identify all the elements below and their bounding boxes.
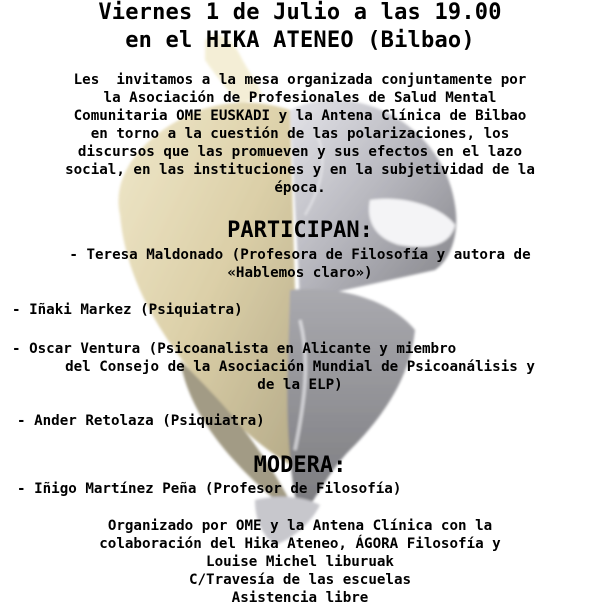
participant-line: - Oscar Ventura (Psicoanalista en Alicante y miembro [12, 341, 457, 357]
participant-line: «Hablemos claro») [227, 265, 373, 281]
event-venue: en el HIKA ATENEO (Bilbao) [125, 28, 475, 53]
moderator-line: - Iñigo Martínez Peña (Profesor de Filosofía) [17, 481, 402, 497]
participant-line: - Iñaki Markez (Psiquiatra) [12, 302, 243, 318]
participant-line: del Consejo de la Asociación Mundial de Psicoanálisis y [65, 359, 535, 375]
participant-line: - Teresa Maldonado (Profesora de Filosofía y autora de [69, 247, 531, 263]
footer-line: colaboración del Hika Ateneo, ÁGORA Filosofía y [99, 536, 501, 552]
participants-heading: PARTICIPAN: [227, 218, 373, 243]
participant-line: de la ELP) [257, 377, 343, 393]
moderator-heading: MODERA: [253, 453, 347, 478]
participant-line: - Ander Retolaza (Psiquiatra) [17, 413, 265, 429]
intro-line: Les invitamos a la mesa organizada conjuntamente por [73, 72, 527, 88]
intro-line: en torno a la cuestión de las polarizaciones, los [90, 126, 510, 142]
footer-line: Organizado por OME y la Antena Clínica con la [107, 518, 493, 534]
footer-address: C/Travesía de las escuelas [188, 572, 412, 588]
footer-line: Louise Michel liburuak [206, 554, 394, 570]
intro-line: social, en las instituciones y en la subjetividad de la [65, 162, 535, 178]
footer-admission: Asistencia libre [231, 590, 369, 606]
intro-line: Comunitaria OME EUSKADI y la Antena Clínica de Bilbao [73, 108, 527, 124]
intro-line: época. [274, 180, 326, 196]
intro-line: la Asociación de Profesionales de Salud Mental [103, 90, 497, 106]
intro-line: discursos que las promueven y sus efectos en el lazo [77, 144, 523, 160]
event-date-time: Viernes 1 de Julio a las 19.00 [98, 0, 502, 25]
